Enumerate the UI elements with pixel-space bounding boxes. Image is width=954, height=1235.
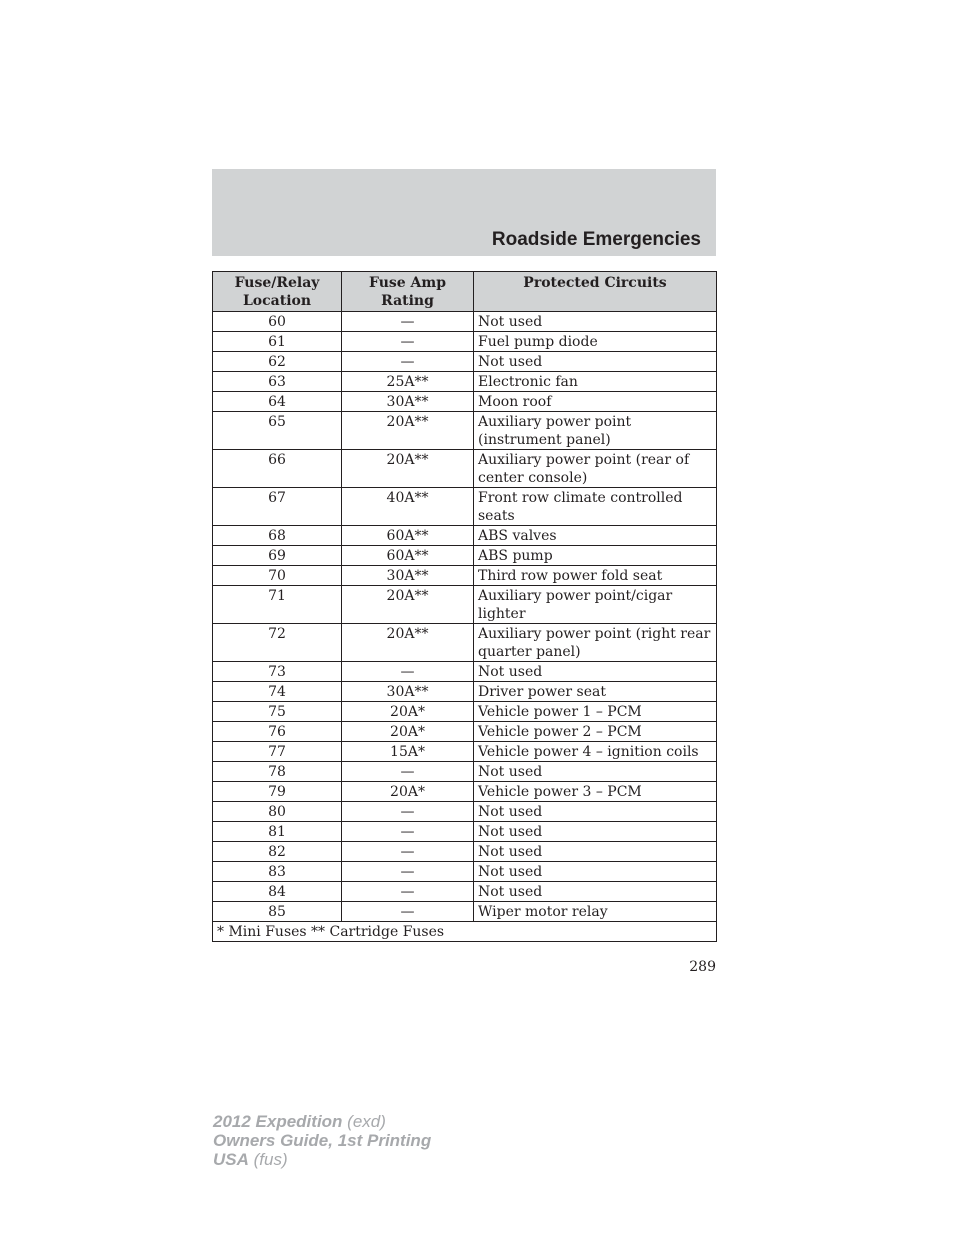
fuse-rating-cell: 20A** [342, 450, 474, 488]
protected-circuit-cell: Electronic fan [474, 372, 717, 392]
fuse-location-cell: 84 [213, 882, 342, 902]
footer-line-1 [213, 1112, 431, 1131]
fuse-rating-cell: — [342, 822, 474, 842]
table-row [213, 526, 717, 546]
protected-circuit-cell: Wiper motor relay [474, 902, 717, 922]
fuse-rating-cell: — [342, 662, 474, 682]
protected-circuit-cell: Driver power seat [474, 682, 717, 702]
table-row [213, 782, 717, 802]
protected-circuit-cell: ABS pump [474, 546, 717, 566]
fuse-location-cell: 67 [213, 488, 342, 526]
protected-circuit-cell: Not used [474, 312, 717, 332]
table-row [213, 332, 717, 352]
table-row [213, 624, 717, 662]
fuse-rating-cell: — [342, 902, 474, 922]
protected-circuit-cell: Not used [474, 882, 717, 902]
fuse-location-cell: 83 [213, 862, 342, 882]
protected-circuit-cell: Not used [474, 662, 717, 682]
table-row [213, 488, 717, 526]
table-row [213, 822, 717, 842]
protected-circuit-cell: Vehicle power 2 – PCM [474, 722, 717, 742]
protected-circuit-cell: ABS valves [474, 526, 717, 546]
footer-line-2 [213, 1131, 431, 1150]
fuse-location-cell: 74 [213, 682, 342, 702]
column-header-location: Fuse/Relay Location [213, 272, 342, 312]
protected-circuit-cell: Not used [474, 822, 717, 842]
fuse-location-cell: 66 [213, 450, 342, 488]
column-header-circuits: Protected Circuits [474, 272, 717, 312]
table-row [213, 450, 717, 488]
fuse-rating-cell: 40A** [342, 488, 474, 526]
protected-circuit-cell: Auxiliary power point (right rear quarter panel) [474, 624, 717, 662]
protected-circuit-cell: Vehicle power 4 – ignition coils [474, 742, 717, 762]
page-number: 289 [689, 959, 716, 975]
fuse-rating-cell: — [342, 762, 474, 782]
fuse-location-cell: 73 [213, 662, 342, 682]
fuse-location-cell: 68 [213, 526, 342, 546]
table-row [213, 312, 717, 332]
protected-circuit-cell: Auxiliary power point (rear of center console) [474, 450, 717, 488]
protected-circuit-cell: Not used [474, 842, 717, 862]
fuse-location-cell: 77 [213, 742, 342, 762]
fuse-location-cell: 78 [213, 762, 342, 782]
table-footnote-row [213, 922, 717, 942]
table-row [213, 352, 717, 372]
fuse-location-cell: 69 [213, 546, 342, 566]
fuse-rating-cell: — [342, 352, 474, 372]
footer-model: 2012 Expedition [213, 1112, 343, 1131]
fuse-location-cell: 76 [213, 722, 342, 742]
table-row [213, 372, 717, 392]
fuse-rating-cell: 60A** [342, 526, 474, 546]
table-row [213, 412, 717, 450]
fuse-rating-cell: 20A** [342, 412, 474, 450]
fuse-rating-cell: 20A** [342, 586, 474, 624]
fuse-rating-cell: 20A* [342, 782, 474, 802]
footer-line-3 [213, 1150, 431, 1169]
table-row [213, 742, 717, 762]
table-row [213, 842, 717, 862]
table-row [213, 702, 717, 722]
fuse-rating-cell: — [342, 862, 474, 882]
table-row [213, 392, 717, 412]
fuse-rating-cell: 30A** [342, 566, 474, 586]
protected-circuit-cell: Not used [474, 802, 717, 822]
table-header-row [213, 272, 717, 312]
fuse-location-cell: 79 [213, 782, 342, 802]
fuse-location-cell: 71 [213, 586, 342, 624]
table-row [213, 662, 717, 682]
table-row [213, 586, 717, 624]
fuse-rating-cell: — [342, 802, 474, 822]
fuse-rating-cell: 60A** [342, 546, 474, 566]
fuse-location-cell: 61 [213, 332, 342, 352]
protected-circuit-cell: Auxiliary power point (instrument panel) [474, 412, 717, 450]
fuse-location-cell: 63 [213, 372, 342, 392]
table-row [213, 722, 717, 742]
fuse-rating-cell: — [342, 312, 474, 332]
protected-circuit-cell: Vehicle power 3 – PCM [474, 782, 717, 802]
table-row [213, 902, 717, 922]
section-header-band [212, 169, 716, 256]
fuse-location-cell: 70 [213, 566, 342, 586]
table-row [213, 566, 717, 586]
fuse-rating-cell: 30A** [342, 682, 474, 702]
table-row [213, 862, 717, 882]
protected-circuit-cell: Not used [474, 762, 717, 782]
fuse-location-cell: 64 [213, 392, 342, 412]
fuse-rating-cell: — [342, 842, 474, 862]
fuse-rating-cell: 25A** [342, 372, 474, 392]
fuse-location-cell: 85 [213, 902, 342, 922]
protected-circuit-cell: Third row power fold seat [474, 566, 717, 586]
fuse-location-cell: 60 [213, 312, 342, 332]
table-row [213, 882, 717, 902]
fuse-location-cell: 80 [213, 802, 342, 822]
fuse-rating-cell: 20A* [342, 722, 474, 742]
fuse-location-cell: 82 [213, 842, 342, 862]
footer-printing: Owners Guide, 1st Printing [213, 1131, 432, 1150]
protected-circuit-cell: Not used [474, 862, 717, 882]
fuse-location-cell: 75 [213, 702, 342, 722]
footer-market: USA [213, 1150, 249, 1169]
protected-circuit-cell: Auxiliary power point/cigar lighter [474, 586, 717, 624]
fuse-location-cell: 62 [213, 352, 342, 372]
protected-circuit-cell: Front row climate controlled seats [474, 488, 717, 526]
fuse-rating-cell: 15A* [342, 742, 474, 762]
protected-circuit-cell: Vehicle power 1 – PCM [474, 702, 717, 722]
protected-circuit-cell: Not used [474, 352, 717, 372]
fuse-rating-cell: 20A** [342, 624, 474, 662]
fuse-rating-cell: 30A** [342, 392, 474, 412]
table-row [213, 546, 717, 566]
fuse-rating-cell: — [342, 882, 474, 902]
footer-market-code: (fus) [253, 1150, 288, 1169]
column-header-rating: Fuse Amp Rating [342, 272, 474, 312]
document-footer [213, 1112, 431, 1169]
fuse-table [212, 271, 717, 942]
fuse-location-cell: 72 [213, 624, 342, 662]
protected-circuit-cell: Fuel pump diode [474, 332, 717, 352]
fuse-rating-cell: — [342, 332, 474, 352]
table-row [213, 682, 717, 702]
fuse-table-body [213, 312, 717, 922]
table-row [213, 802, 717, 822]
table-row [213, 762, 717, 782]
table-footnote: * Mini Fuses ** Cartridge Fuses [213, 922, 717, 942]
section-title: Roadside Emergencies [491, 229, 701, 250]
fuse-location-cell: 65 [213, 412, 342, 450]
fuse-location-cell: 81 [213, 822, 342, 842]
footer-model-code: (exd) [347, 1112, 386, 1131]
protected-circuit-cell: Moon roof [474, 392, 717, 412]
fuse-rating-cell: 20A* [342, 702, 474, 722]
